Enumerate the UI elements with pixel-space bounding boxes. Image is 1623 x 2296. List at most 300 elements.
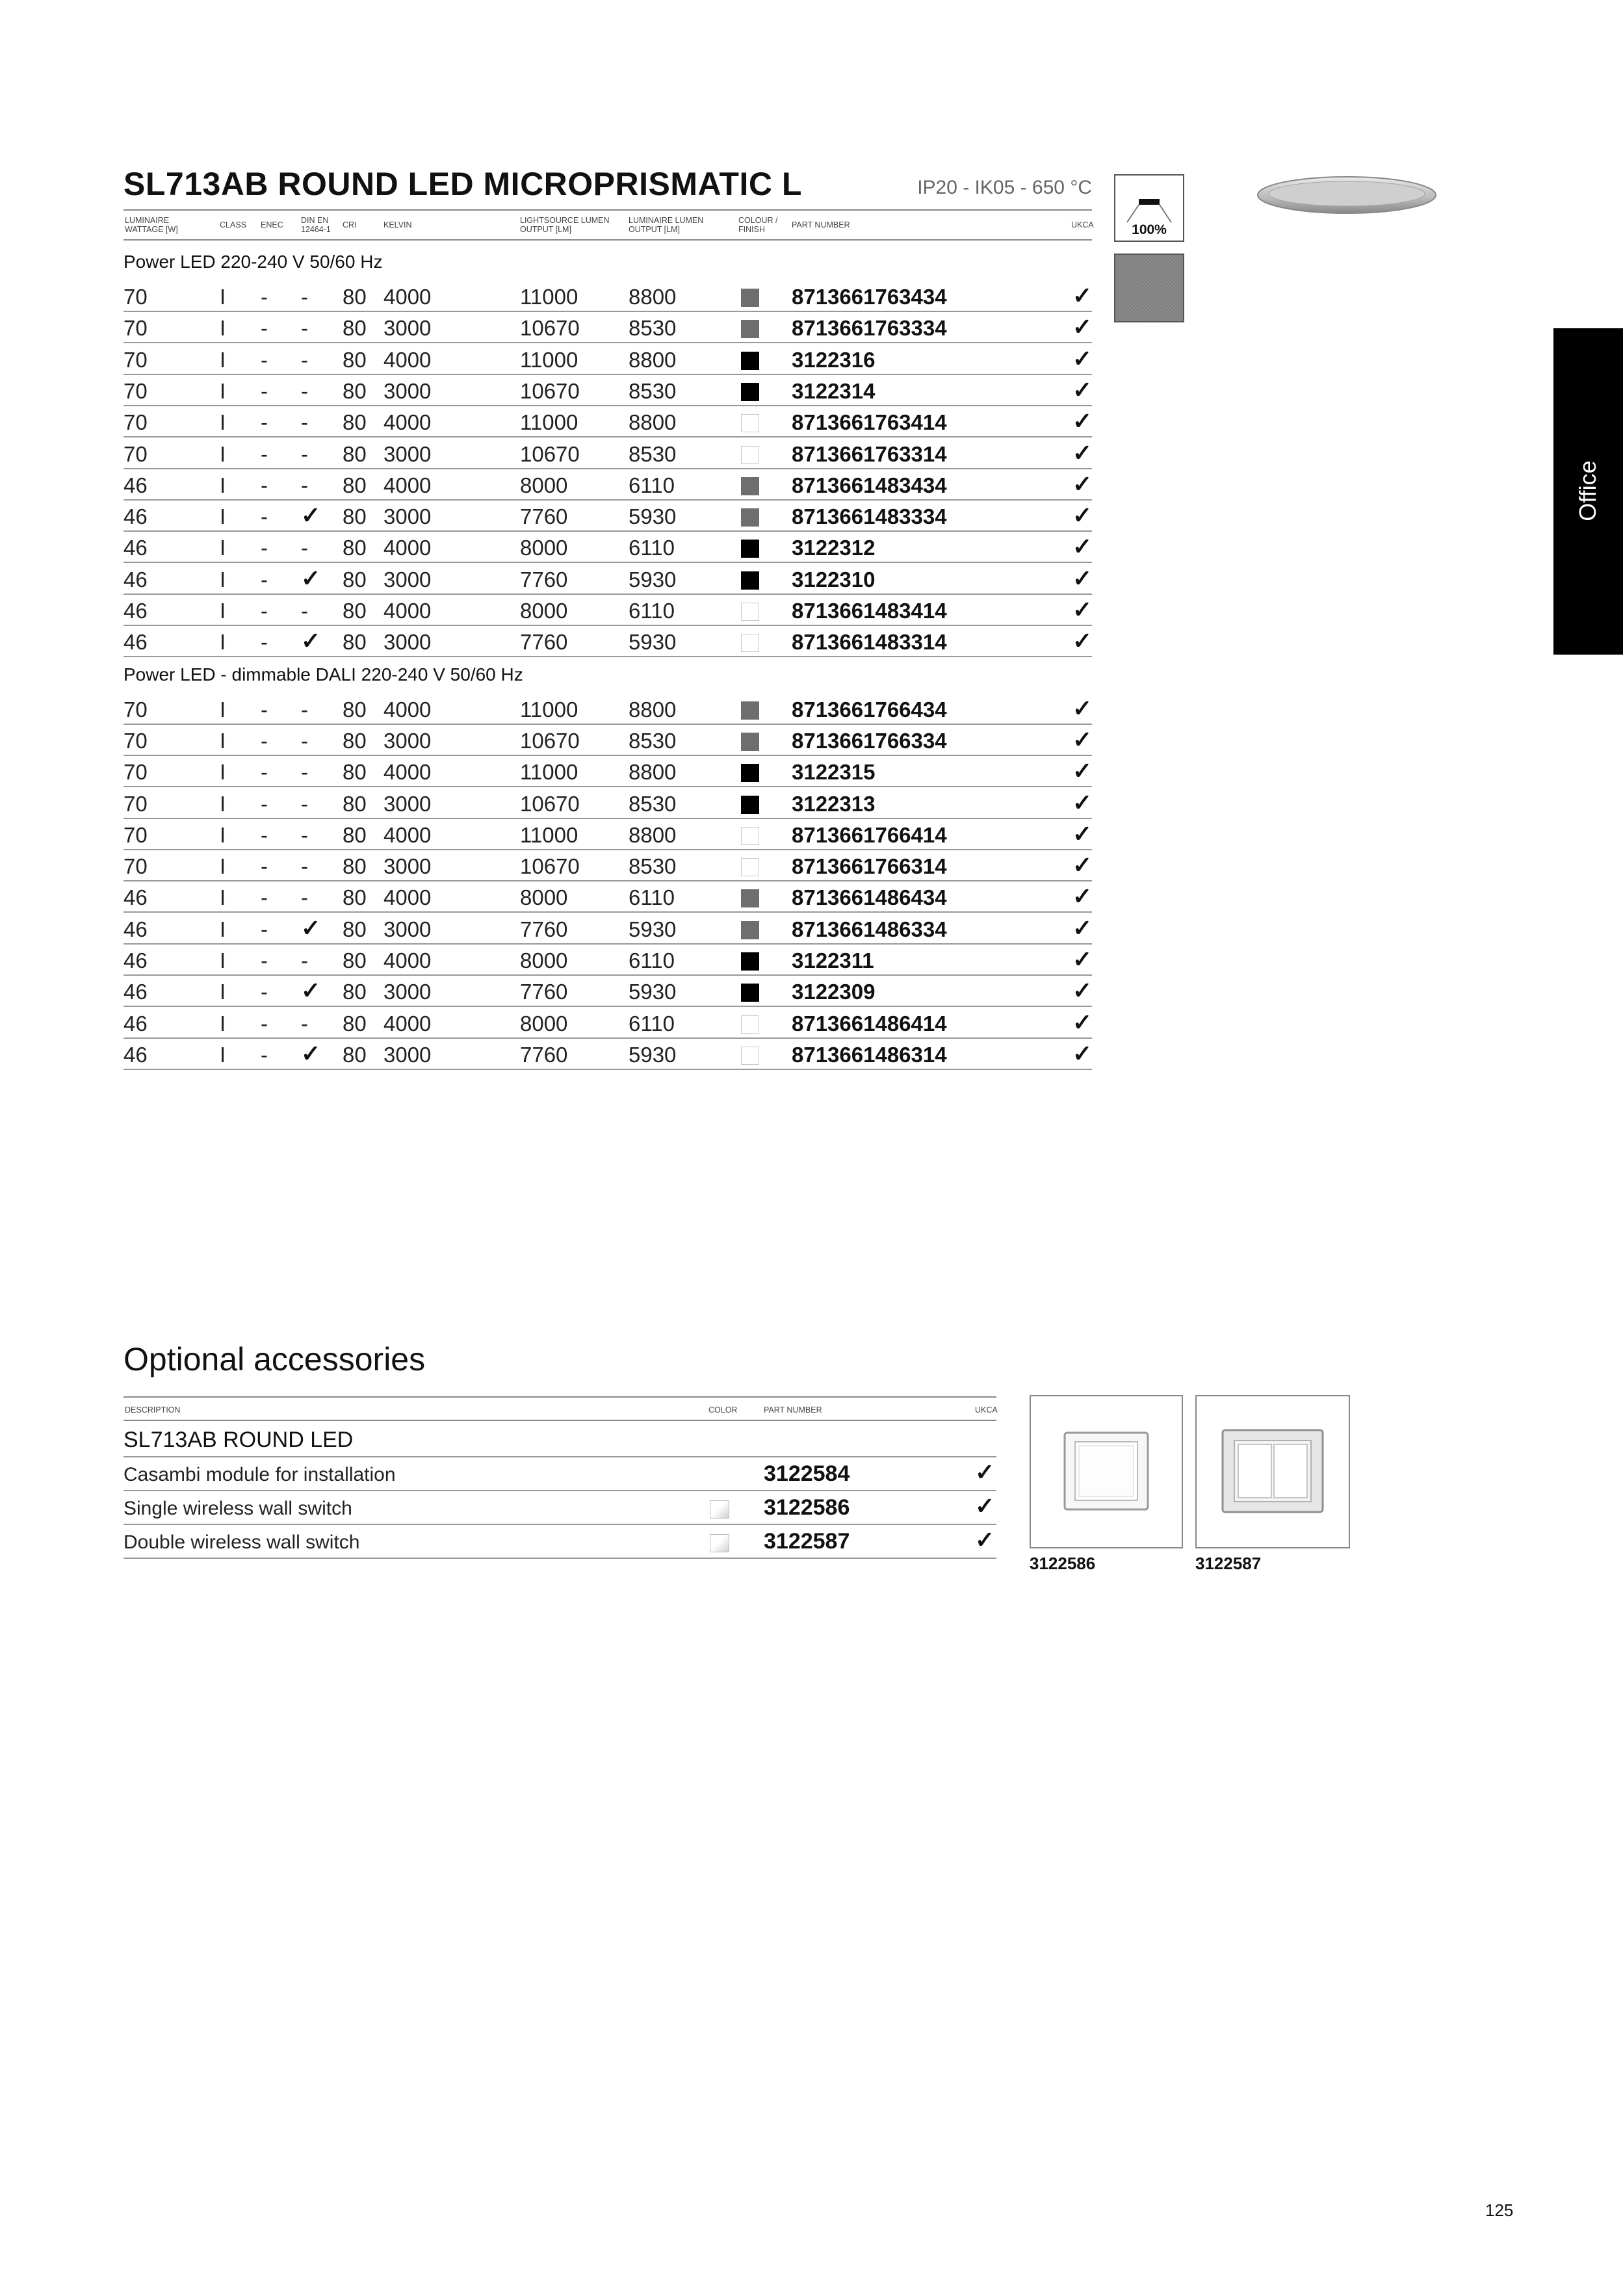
enec-cell: - — [261, 536, 268, 560]
finish-swatch-black — [741, 352, 759, 370]
luminaire-lumen-cell: 8800 — [629, 285, 677, 309]
part-number-cell: 8713661486334 — [792, 917, 947, 941]
enec-cell: - — [261, 1011, 268, 1036]
part-number-cell: 8713661766314 — [792, 854, 947, 879]
luminaire-lumen-cell: 8530 — [629, 378, 677, 403]
luminaire-lumen-cell: 6110 — [629, 885, 675, 910]
table-row — [123, 945, 1092, 976]
header-class: CLASS — [220, 220, 246, 229]
header-lightsource: LIGHTSOURCE LUMEN OUTPUT [LM] — [520, 216, 610, 234]
luminaire-lumen-cell: 6110 — [629, 948, 675, 972]
kelvin-cell: 3000 — [383, 728, 432, 753]
luminaire-lumen-cell: 8530 — [629, 791, 677, 816]
accessory-description: Double wireless wall switch — [123, 1532, 360, 1553]
table-row — [123, 344, 1092, 375]
table-row — [123, 1039, 1092, 1070]
acc-header-part: PART NUMBER — [764, 1405, 822, 1415]
class-cell: I — [220, 473, 226, 497]
wattage-cell: 46 — [123, 630, 148, 655]
distribution-label: 100% — [1132, 222, 1167, 237]
ip-rating: IP20 - IK05 - 650 °C — [917, 177, 1092, 198]
header-wattage: LUMINAIRE WATTAGE [W] — [125, 216, 178, 234]
accessory-row — [123, 1525, 996, 1559]
part-number-cell: 8713661486414 — [792, 1011, 947, 1036]
microprismatic-diffuser-icon — [1114, 254, 1184, 322]
kelvin-cell: 4000 — [383, 697, 432, 722]
ukca-check-icon: ✓ — [975, 1459, 995, 1485]
wattage-cell: 46 — [123, 948, 148, 972]
kelvin-cell: 4000 — [383, 948, 432, 972]
part-number-cell: 8713661483434 — [792, 473, 947, 497]
finish-swatch-grey — [741, 701, 759, 720]
enec-cell: - — [261, 378, 268, 403]
wattage-cell: 46 — [123, 599, 148, 623]
luminaire-lumen-cell: 5930 — [629, 980, 677, 1004]
luminaire-lumen-cell: 5930 — [629, 1042, 677, 1067]
din-cell: - — [301, 536, 308, 560]
enec-cell: - — [261, 980, 268, 1004]
wattage-cell: 70 — [123, 791, 148, 816]
wattage-cell: 70 — [123, 728, 148, 753]
kelvin-cell: 4000 — [383, 473, 432, 497]
ukca-check-icon: ✓ — [1072, 596, 1093, 623]
wattage-cell: 46 — [123, 567, 148, 592]
kelvin-cell: 4000 — [383, 885, 432, 910]
class-cell: I — [220, 285, 226, 309]
class-cell: I — [220, 822, 226, 847]
part-number-cell: 3122309 — [792, 980, 876, 1004]
kelvin-cell: 3000 — [383, 854, 432, 879]
finish-swatch-white — [741, 827, 759, 845]
accessory-row — [123, 1491, 996, 1525]
table-row — [123, 1008, 1092, 1039]
part-number-cell: 8713661763334 — [792, 316, 947, 341]
class-cell: I — [220, 760, 226, 785]
finish-swatch-black — [741, 764, 759, 782]
lightsource-lumen-cell: 8000 — [520, 948, 568, 972]
cri-cell: 80 — [343, 854, 367, 879]
luminaire-lumen-cell: 5930 — [629, 917, 677, 941]
class-cell: I — [220, 697, 226, 722]
thumbnail-caption: 3122587 — [1195, 1554, 1262, 1573]
wattage-cell: 70 — [123, 697, 148, 722]
cri-cell: 80 — [343, 410, 367, 435]
cri-cell: 80 — [343, 822, 367, 847]
table-row — [123, 881, 1092, 913]
header-luminaire: LUMINAIRE LUMEN OUTPUT [LM] — [629, 216, 704, 234]
din-cell: - — [301, 378, 308, 403]
luminaire-lumen-cell: 8800 — [629, 822, 677, 847]
cri-cell: 80 — [343, 697, 367, 722]
cri-cell: 80 — [343, 980, 367, 1004]
lightsource-lumen-cell: 10670 — [520, 791, 580, 816]
ukca-check-icon: ✓ — [1072, 1039, 1093, 1067]
cri-cell: 80 — [343, 599, 367, 623]
wattage-cell: 70 — [123, 854, 148, 879]
wattage-cell: 46 — [123, 473, 148, 497]
luminaire-lumen-cell: 5930 — [629, 630, 677, 655]
finish-swatch-grey — [741, 477, 759, 495]
luminaire-lumen-cell: 6110 — [629, 1011, 675, 1036]
lightsource-lumen-cell: 10670 — [520, 378, 580, 403]
enec-cell: - — [261, 630, 268, 655]
kelvin-cell: 4000 — [383, 347, 432, 372]
class-cell: I — [220, 885, 226, 910]
kelvin-cell: 3000 — [383, 917, 432, 941]
luminaire-product-image — [1256, 174, 1438, 216]
enec-cell: - — [261, 1042, 268, 1067]
class-cell: I — [220, 536, 226, 560]
din-cell: - — [301, 441, 308, 466]
kelvin-cell: 4000 — [383, 536, 432, 560]
header-part-number: PART NUMBER — [792, 220, 850, 229]
accessory-row — [123, 1457, 996, 1491]
part-number-cell: 3122316 — [792, 347, 876, 372]
accessory-description: Single wireless wall switch — [123, 1498, 352, 1519]
enec-cell: - — [261, 948, 268, 972]
ukca-check-icon: ✓ — [1072, 376, 1093, 403]
accessory-part-number: 3122587 — [764, 1529, 850, 1554]
table-row — [123, 469, 1092, 501]
ukca-check-icon: ✓ — [1072, 408, 1093, 435]
cri-cell: 80 — [343, 760, 367, 785]
lightsource-lumen-cell: 11000 — [520, 410, 578, 435]
table-row — [123, 626, 1092, 657]
finish-swatch-white — [741, 634, 759, 652]
finish-swatch-white — [741, 414, 759, 432]
table-row — [123, 375, 1092, 406]
kelvin-cell: 3000 — [383, 791, 432, 816]
cri-cell: 80 — [343, 441, 367, 466]
ukca-check-icon: ✓ — [1072, 439, 1093, 466]
cri-cell: 80 — [343, 948, 367, 972]
class-cell: I — [220, 917, 226, 941]
kelvin-cell: 3000 — [383, 567, 432, 592]
lightsource-lumen-cell: 7760 — [520, 504, 568, 529]
wattage-cell: 70 — [123, 316, 148, 341]
cri-cell: 80 — [343, 347, 367, 372]
cri-cell: 80 — [343, 285, 367, 309]
class-cell: I — [220, 567, 226, 592]
ukca-check-icon: ✓ — [1072, 852, 1093, 879]
ukca-check-icon: ✓ — [1072, 313, 1093, 341]
wattage-cell: 46 — [123, 536, 148, 560]
cri-cell: 80 — [343, 536, 367, 560]
din-cell: ✓ — [301, 502, 321, 529]
luminaire-lumen-cell: 5930 — [629, 504, 677, 529]
accessories-group-label: SL713AB ROUND LED — [123, 1428, 354, 1452]
lightsource-lumen-cell: 8000 — [520, 473, 568, 497]
table-row — [123, 819, 1092, 850]
enec-cell: - — [261, 285, 268, 309]
wattage-cell: 70 — [123, 822, 148, 847]
kelvin-cell: 4000 — [383, 599, 432, 623]
kelvin-cell: 4000 — [383, 285, 432, 309]
luminaire-lumen-cell: 8800 — [629, 760, 677, 785]
wattage-cell: 70 — [123, 410, 148, 435]
class-cell: I — [220, 316, 226, 341]
finish-swatch-black — [741, 540, 759, 558]
table-row — [123, 406, 1092, 437]
luminaire-lumen-cell: 8800 — [629, 410, 677, 435]
cri-cell: 80 — [343, 504, 367, 529]
wattage-cell: 46 — [123, 1042, 148, 1067]
luminaire-lumen-cell: 8530 — [629, 441, 677, 466]
part-number-cell: 8713661483334 — [792, 504, 947, 529]
luminaire-lumen-cell: 8530 — [629, 854, 677, 879]
class-cell: I — [220, 1042, 226, 1067]
part-number-cell: 8713661483314 — [792, 630, 947, 655]
table-row — [123, 501, 1092, 532]
lightsource-lumen-cell: 10670 — [520, 728, 580, 753]
kelvin-cell: 3000 — [383, 1042, 432, 1067]
enec-cell: - — [261, 473, 268, 497]
kelvin-cell: 3000 — [383, 316, 432, 341]
cri-cell: 80 — [343, 791, 367, 816]
light-distribution-icon — [1114, 174, 1184, 242]
class-cell: I — [220, 504, 226, 529]
kelvin-cell: 3000 — [383, 630, 432, 655]
accessory-part-number: 3122584 — [764, 1461, 850, 1486]
din-cell: ✓ — [301, 914, 321, 941]
cri-cell: 80 — [343, 885, 367, 910]
lightsource-lumen-cell: 7760 — [520, 1042, 568, 1067]
finish-swatch-grey — [741, 921, 759, 939]
acc-header-color: COLOR — [708, 1405, 738, 1415]
enec-cell: - — [261, 760, 268, 785]
class-cell: I — [220, 1011, 226, 1036]
wattage-cell: 70 — [123, 441, 148, 466]
table-row — [123, 281, 1092, 312]
finish-swatch-black — [741, 952, 759, 971]
lightsource-lumen-cell: 11000 — [520, 822, 578, 847]
din-cell: - — [301, 1011, 308, 1036]
part-number-cell: 8713661763434 — [792, 285, 947, 309]
cri-cell: 80 — [343, 728, 367, 753]
finish-swatch-black — [741, 984, 759, 1002]
din-cell: ✓ — [301, 627, 321, 655]
page-number: 125 — [1485, 2200, 1514, 2220]
lightsource-lumen-cell: 7760 — [520, 630, 568, 655]
cri-cell: 80 — [343, 1042, 367, 1067]
double-switch-icon — [1197, 1396, 1349, 1547]
section-label: Power LED - dimmable DALI 220-240 V 50/60 Hz — [123, 664, 523, 685]
table-row — [123, 913, 1092, 945]
part-number-cell: 8713661483414 — [792, 599, 947, 623]
lightsource-lumen-cell: 10670 — [520, 441, 580, 466]
header-ukca: UKCA — [1071, 220, 1094, 229]
din-cell: - — [301, 854, 308, 879]
part-number-cell: 8713661766334 — [792, 728, 947, 753]
ukca-check-icon: ✓ — [1072, 470, 1093, 497]
part-number-cell: 8713661486434 — [792, 885, 947, 910]
class-cell: I — [220, 347, 226, 372]
finish-swatch-black — [741, 796, 759, 814]
din-cell: - — [301, 410, 308, 435]
ukca-check-icon: ✓ — [1072, 502, 1093, 529]
din-cell: - — [301, 760, 308, 785]
finish-swatch-black — [741, 571, 759, 590]
din-cell: ✓ — [301, 564, 321, 592]
luminaire-lumen-cell: 6110 — [629, 536, 675, 560]
part-number-cell: 3122312 — [792, 536, 876, 560]
din-cell: - — [301, 791, 308, 816]
ukca-check-icon: ✓ — [1072, 627, 1093, 655]
class-cell: I — [220, 791, 226, 816]
part-number-cell: 8713661763414 — [792, 410, 947, 435]
cri-cell: 80 — [343, 1011, 367, 1036]
enec-cell: - — [261, 885, 268, 910]
part-number-cell: 8713661763314 — [792, 441, 947, 466]
ukca-check-icon: ✓ — [1072, 757, 1093, 785]
ukca-check-icon: ✓ — [1072, 694, 1093, 722]
din-cell: - — [301, 948, 308, 972]
table-row — [123, 788, 1092, 819]
enec-cell: - — [261, 697, 268, 722]
part-number-cell: 8713661766434 — [792, 697, 947, 722]
cri-cell: 80 — [343, 316, 367, 341]
enec-cell: - — [261, 316, 268, 341]
finish-swatch-white — [741, 603, 759, 621]
luminaire-lumen-cell: 5930 — [629, 567, 677, 592]
class-cell: I — [220, 441, 226, 466]
class-cell: I — [220, 948, 226, 972]
accessory-part-number: 3122586 — [764, 1495, 850, 1520]
finish-swatch-white — [741, 1015, 759, 1034]
kelvin-cell: 3000 — [383, 441, 432, 466]
cri-cell: 80 — [343, 378, 367, 403]
table-row — [123, 725, 1092, 756]
din-cell: - — [301, 599, 308, 623]
wattage-cell: 46 — [123, 980, 148, 1004]
finish-swatch-grey — [741, 733, 759, 751]
class-cell: I — [220, 378, 226, 403]
header-kelvin: KELVIN — [383, 220, 412, 229]
page-title: SL713AB ROUND LED MICROPRISMATIC L — [123, 166, 802, 202]
wattage-cell: 46 — [123, 885, 148, 910]
thumbnail-caption: 3122586 — [1030, 1554, 1096, 1573]
finish-swatch-grey — [741, 889, 759, 907]
sidebar-tab-office — [1553, 328, 1623, 655]
accessories-header — [123, 1396, 996, 1421]
table-row — [123, 564, 1092, 595]
table-row — [123, 312, 1092, 343]
sidebar-label: Office — [1574, 460, 1601, 521]
lightsource-lumen-cell: 10670 — [520, 316, 580, 341]
din-cell: - — [301, 316, 308, 341]
ukca-check-icon: ✓ — [1072, 789, 1093, 816]
luminaire-lumen-cell: 8530 — [629, 728, 677, 753]
thumbnail-double-switch — [1195, 1395, 1350, 1548]
lightsource-lumen-cell: 7760 — [520, 567, 568, 592]
part-number-cell: 8713661486314 — [792, 1042, 947, 1067]
lightsource-lumen-cell: 8000 — [520, 885, 568, 910]
kelvin-cell: 4000 — [383, 760, 432, 785]
enec-cell: - — [261, 917, 268, 941]
lightsource-lumen-cell: 8000 — [520, 1011, 568, 1036]
ukca-check-icon: ✓ — [1072, 564, 1093, 592]
enec-cell: - — [261, 410, 268, 435]
lightsource-lumen-cell: 8000 — [520, 599, 568, 623]
enec-cell: - — [261, 504, 268, 529]
ukca-check-icon: ✓ — [1072, 1008, 1093, 1036]
lightsource-lumen-cell: 11000 — [520, 697, 578, 722]
wattage-cell: 46 — [123, 917, 148, 941]
luminaire-lumen-cell: 8800 — [629, 347, 677, 372]
thumbnail-single-switch — [1030, 1395, 1183, 1548]
header-cri: CRI — [343, 220, 357, 229]
enec-cell: - — [261, 854, 268, 879]
part-number-cell: 8713661766414 — [792, 822, 947, 847]
luminaire-lumen-cell: 8530 — [629, 316, 677, 341]
part-number-cell: 3122315 — [792, 760, 876, 785]
acc-header-description: DESCRIPTION — [125, 1405, 181, 1415]
wattage-cell: 70 — [123, 378, 148, 403]
class-cell: I — [220, 980, 226, 1004]
wattage-cell: 70 — [123, 760, 148, 785]
din-cell: - — [301, 822, 308, 847]
class-cell: I — [220, 630, 226, 655]
part-number-cell: 3122314 — [792, 378, 876, 403]
enec-cell: - — [261, 441, 268, 466]
lightsource-lumen-cell: 7760 — [520, 980, 568, 1004]
lightsource-lumen-cell: 10670 — [520, 854, 580, 879]
class-cell: I — [220, 728, 226, 753]
din-cell: - — [301, 885, 308, 910]
din-cell: - — [301, 285, 308, 309]
din-cell: ✓ — [301, 977, 321, 1004]
accessory-description: Casambi module for installation — [123, 1464, 396, 1485]
header-enec: ENEC — [261, 220, 283, 229]
kelvin-cell: 4000 — [383, 822, 432, 847]
finish-swatch-grey — [741, 508, 759, 527]
enec-cell: - — [261, 728, 268, 753]
lightsource-lumen-cell: 8000 — [520, 536, 568, 560]
ukca-check-icon: ✓ — [1072, 533, 1093, 560]
ukca-check-icon: ✓ — [975, 1493, 995, 1519]
finish-swatch-white — [741, 1047, 759, 1065]
din-cell: - — [301, 728, 308, 753]
table-row — [123, 438, 1092, 469]
table-row — [123, 756, 1092, 787]
finish-swatch-white — [741, 446, 759, 464]
accessory-color-swatch — [710, 1500, 729, 1519]
lightsource-lumen-cell: 11000 — [520, 285, 578, 309]
class-cell: I — [220, 599, 226, 623]
finish-swatch-black — [741, 383, 759, 401]
enec-cell: - — [261, 567, 268, 592]
class-cell: I — [220, 410, 226, 435]
cri-cell: 80 — [343, 567, 367, 592]
table-header — [123, 209, 1092, 241]
accessories-title: Optional accessories — [123, 1341, 426, 1377]
part-number-cell: 3122313 — [792, 791, 876, 816]
ukca-check-icon: ✓ — [975, 1526, 995, 1553]
din-cell: - — [301, 697, 308, 722]
cri-cell: 80 — [343, 630, 367, 655]
wattage-cell: 46 — [123, 1011, 148, 1036]
din-cell: - — [301, 473, 308, 497]
wattage-cell: 46 — [123, 504, 148, 529]
cri-cell: 80 — [343, 917, 367, 941]
lightsource-lumen-cell: 11000 — [520, 347, 578, 372]
header-colour: COLOUR / FINISH — [738, 216, 778, 234]
acc-header-ukca: UKCA — [975, 1405, 998, 1415]
enec-cell: - — [261, 347, 268, 372]
part-number-cell: 3122310 — [792, 567, 876, 592]
luminaire-lumen-cell: 8800 — [629, 697, 677, 722]
kelvin-cell: 4000 — [383, 410, 432, 435]
